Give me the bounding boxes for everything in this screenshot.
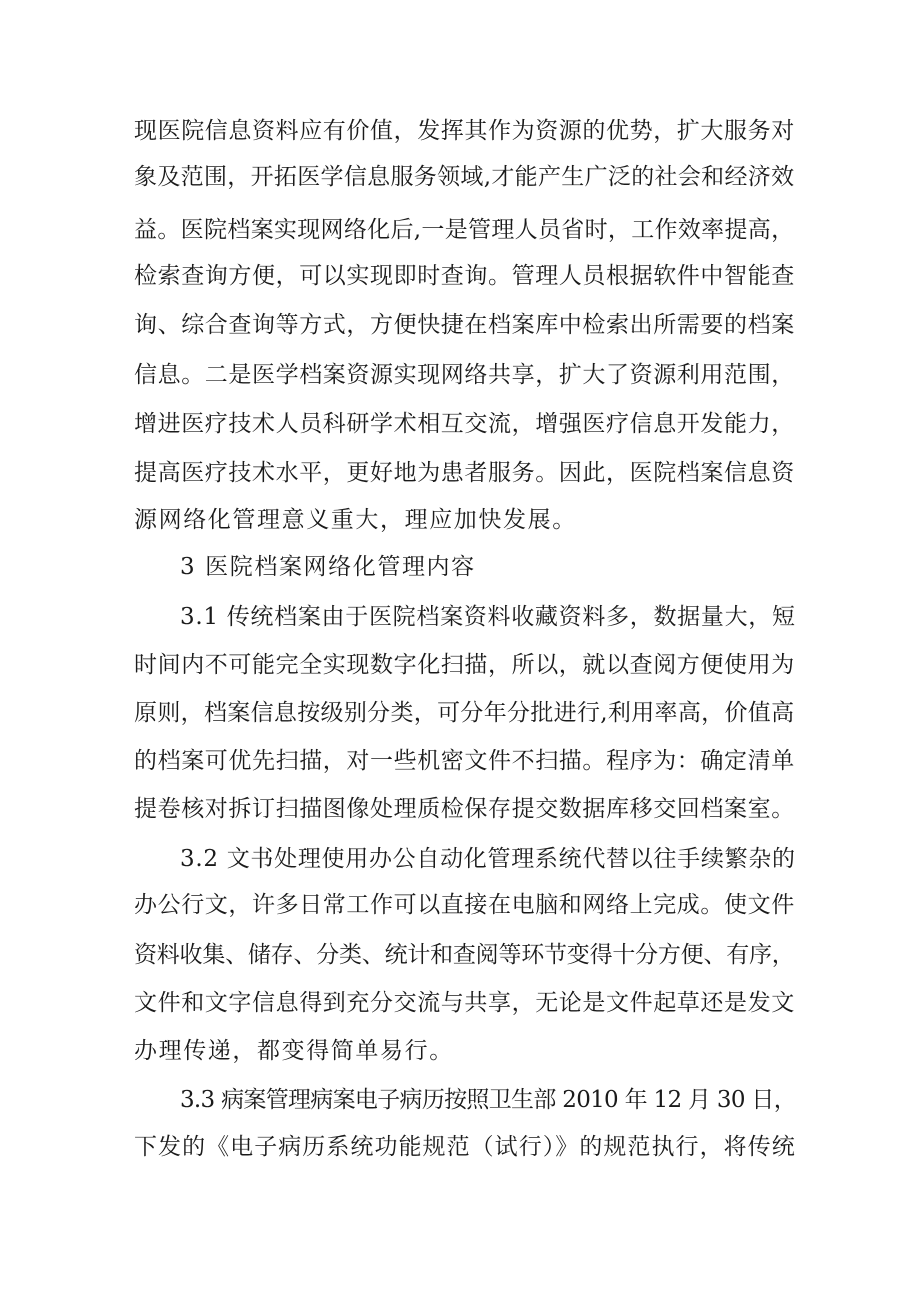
text-line: 原则，档案信息按级别分类，可分年分批进行,利用率高，价值高 [134,700,795,726]
text-line: 提卷核对拆订扫描图像处理质检保存提交数据库移交回档案室。 [134,796,795,822]
text-line: 信息。二是医学档案资源实现网络共享，扩大了资源利用范围， [134,362,795,388]
text-line: 现医院信息资料应有价值，发挥其作为资源的优势，扩大服务对 [134,118,795,144]
text-line: 办理传递，都变得简单易行。 [134,1038,454,1064]
text-line: 下发的《电子病历系统功能规范（试行）》的规范执行，将传统 [134,1134,796,1160]
text-line: 象及范围，开拓医学信息服务领域,才能产生广泛的社会和经济效 [134,164,795,190]
text-line: 询、综合查询等方式，方便快捷在档案库中检索出所需要的档案 [134,312,795,338]
section-heading: 3 医院档案网络化管理内容 [180,554,476,580]
text-line: 益。医院档案实现网络化后,一是管理人员省时，工作效率提高， [134,217,795,243]
text-line: 时间内不可能完全实现数字化扫描，所以，就以查阅方便使用为 [134,652,795,678]
text-line: 的档案可优先扫描，对一些机密文件不扫描。程序为：确定清单 [134,748,795,774]
text-line: 3.3 病案管理病案电子病历按照卫生部 2010 年 12 月 30 日， [180,1087,797,1113]
text-line: 文件和文字信息得到充分交流与共享，无论是文件起草还是发文 [134,990,795,1016]
text-line: 3.1 传统档案由于医院档案资料收藏资料多，数据量大，短 [180,604,796,630]
text-line: 资料收集、储存、分类、统计和查阅等环节变得十分方便、有序， [134,942,795,968]
text-line: 办公行文，许多日常工作可以直接在电脑和网络上完成。使文件 [134,892,795,918]
text-line: 增进医疗技术人员科研学术相互交流，增强医疗信息开发能力， [134,411,795,437]
text-line: 3.2 文书处理使用办公自动化管理系统代替以往手续繁杂的 [180,846,796,872]
text-line: 提高医疗技术水平，更好地为患者服务。因此，医院档案信息资 [134,460,795,486]
text-line: 检索查询方便，可以实现即时查询。管理人员根据软件中智能查 [134,263,795,289]
text-line: 源网络化管理意义重大，理应加快发展。 [134,507,577,533]
